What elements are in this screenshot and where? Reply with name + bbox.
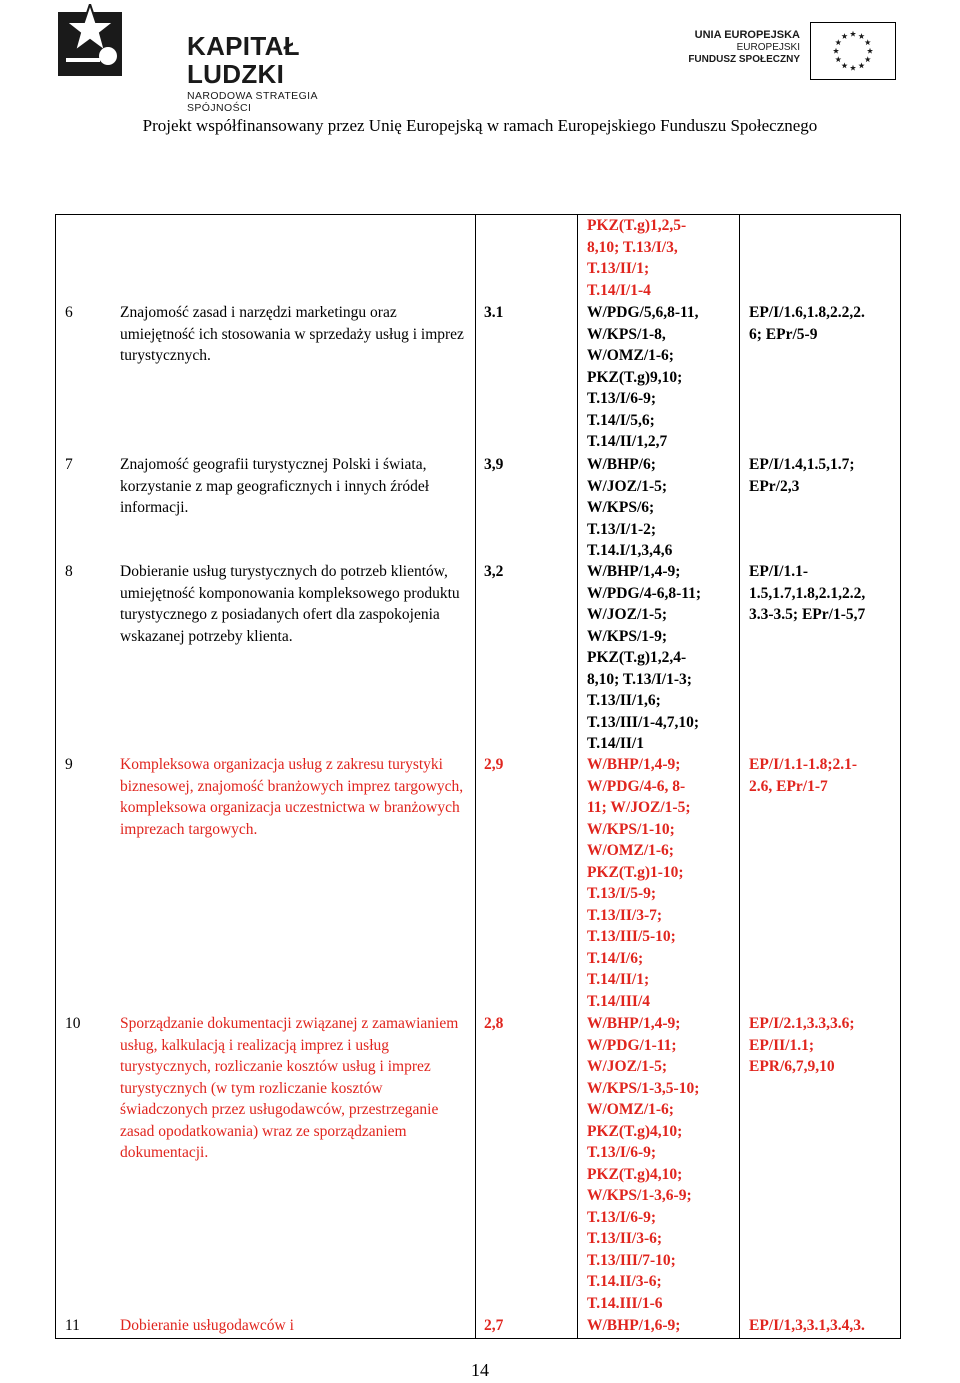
table-border-bottom xyxy=(55,1338,901,1339)
cofinancing-caption: Projekt współfinansowany przez Unię Europejską w ramach Europejskiego Funduszu Społecznego xyxy=(142,116,818,135)
cell-description: Kompleksowa organizacja usług z zakresu turystyki biznesowej, znajomość branżowych imprez targowych, kompleksowa organizacja uczestnictwa w branżowych imprezach targowych. xyxy=(120,756,464,838)
cell-refs: W/BHP/1,4-9; W/PDG/1-11; W/JOZ/1-5; W/KPS/1-3,5-10; W/OMZ/1-6; PKZ(T.g)4,10; T.13/I/6-9; PKZ(T.g)4,10; W/KPS/1-3,6-9; T.13/I/6-9; T.13/II/3-6; T.13/III/7-10; T.14.II/3-6; T.14.III/1-6 xyxy=(587,1015,700,1312)
table-border-top xyxy=(55,214,901,215)
cell-refs: W/BHP/1,6-9; xyxy=(587,1317,681,1334)
cell-refs: W/BHP/1,4-9; W/PDG/4-6, 8- 11; W/JOZ/1-5; W/KPS/1-10; W/OMZ/1-6; PKZ(T.g)1-10; T.13/I/5-9; T.13/II/3-7; T.13/III/5-10; T.14/I/6; T.14/II/1; T.14/III/4 xyxy=(587,756,691,1010)
cell-lp: 11 xyxy=(65,1317,80,1334)
page-number: 14 xyxy=(471,1360,489,1380)
cell-description: Dobieranie usługodawców i xyxy=(120,1317,294,1334)
cell-description: Znajomość geografii turystycznej Polski i świata, korzystanie z map geograficznych i innych źródeł informacji. xyxy=(120,456,430,516)
brand-subtitle: NARODOWA STRATEGIA SPÓJNOŚCI xyxy=(187,90,318,114)
eu-line2: EUROPEJSKI xyxy=(736,42,800,53)
cell-description: Sporządzanie dokumentacji związanej z zamawianiem usług, kalkulacją i realizacją imprez i usług turystycznych, rozliczanie kosztów usług i imprez turystycznych (w tym rozliczanie kosztów świadczonych przez usługodawców, przestrzeganie zasad opodatkowania) wraz ze sporządzaniem dokumentacji. xyxy=(120,1015,459,1161)
cell-ep: EP/I/1.1- 1.5,1.7,1.8,2.1,2.2, 3.3-3.5; EPr/1-5,7 xyxy=(749,563,866,623)
kapital-ludzki-logo xyxy=(52,4,352,114)
cell-lp: 7 xyxy=(65,456,73,473)
eu-flag-icon xyxy=(810,22,896,80)
eu-line3: FUNDUSZ SPOŁECZNY xyxy=(688,54,800,65)
cell-ep: EP/I/1.6,1.8,2.2,2. 6; EPr/5-9 xyxy=(749,304,865,343)
cell-score: 2,7 xyxy=(484,1317,504,1334)
cell-refs: W/PDG/5,6,8-11, W/KPS/1-8, W/OMZ/1-6; PKZ(T.g)9,10; T.13/I/6-9; T.14/I/5,6; T.14/II/1,2,7 xyxy=(587,304,699,450)
kapital-ludzki-logo-icon xyxy=(52,4,134,84)
brand-title: KAPITAŁ LUDZKI xyxy=(187,31,300,89)
cell-refs: W/BHP/6; W/JOZ/1-5; W/KPS/6; T.13/I/1-2; T.14.I/1,3,4,6 xyxy=(587,456,673,559)
eu-line1: UNIA EUROPEJSKA xyxy=(694,29,800,41)
cell-ep: EP/I/2.1,3.3,3.6; EP/II/1.1; EPR/6,7,9,10 xyxy=(749,1015,855,1075)
cell-score: 2,8 xyxy=(484,1015,504,1032)
table-divider-2 xyxy=(577,214,578,1338)
cell-description: Dobieranie usług turystycznych do potrzeb klientów, umiejętność komponowania kompleksowego produktu turystycznego z posiadanych ofert dla zaspokojenia wskazanej potrzeby klienta. xyxy=(120,563,460,645)
table-divider-1 xyxy=(475,214,476,1338)
cell-refs: W/BHP/1,4-9; W/PDG/4-6,8-11; W/JOZ/1-5; W/KPS/1-9; PKZ(T.g)1,2,4- 8,10; T.13/I/1-3; T.13/II/1,6; T.13/III/1-4,7,10; T.14/II/1 xyxy=(587,563,702,752)
cell-lp: 10 xyxy=(65,1015,81,1032)
cell-score: 3,2 xyxy=(484,563,504,580)
eu-block xyxy=(670,22,900,78)
cell-lp: 9 xyxy=(65,756,73,773)
cell-score: 3.1 xyxy=(484,304,504,321)
cell-ep: EP/I/1,3,3.1,3.4,3. xyxy=(749,1317,865,1334)
cell-lp: 6 xyxy=(65,304,73,321)
table-border-left xyxy=(55,214,56,1338)
table-border-right xyxy=(900,214,901,1338)
table-divider-3 xyxy=(739,214,740,1338)
cell-score: 2,9 xyxy=(484,756,504,773)
cell-description: Znajomość zasad i narzędzi marketingu oraz umiejętność ich stosowania w sprzedaży usług i imprez turystycznych. xyxy=(120,304,464,364)
cell-score: 3,9 xyxy=(484,456,504,473)
cell-ep: EP/I/1.4,1.5,1.7; EPr/2,3 xyxy=(749,456,855,495)
cell-refs: PKZ(T.g)1,2,5- 8,10; T.13/I/3, T.13/II/1; T.14/I/1-4 xyxy=(587,217,687,299)
cell-ep: EP/I/1.1-1.8;2.1- 2.6, EPr/1-7 xyxy=(749,756,858,795)
cell-lp: 8 xyxy=(65,563,73,580)
